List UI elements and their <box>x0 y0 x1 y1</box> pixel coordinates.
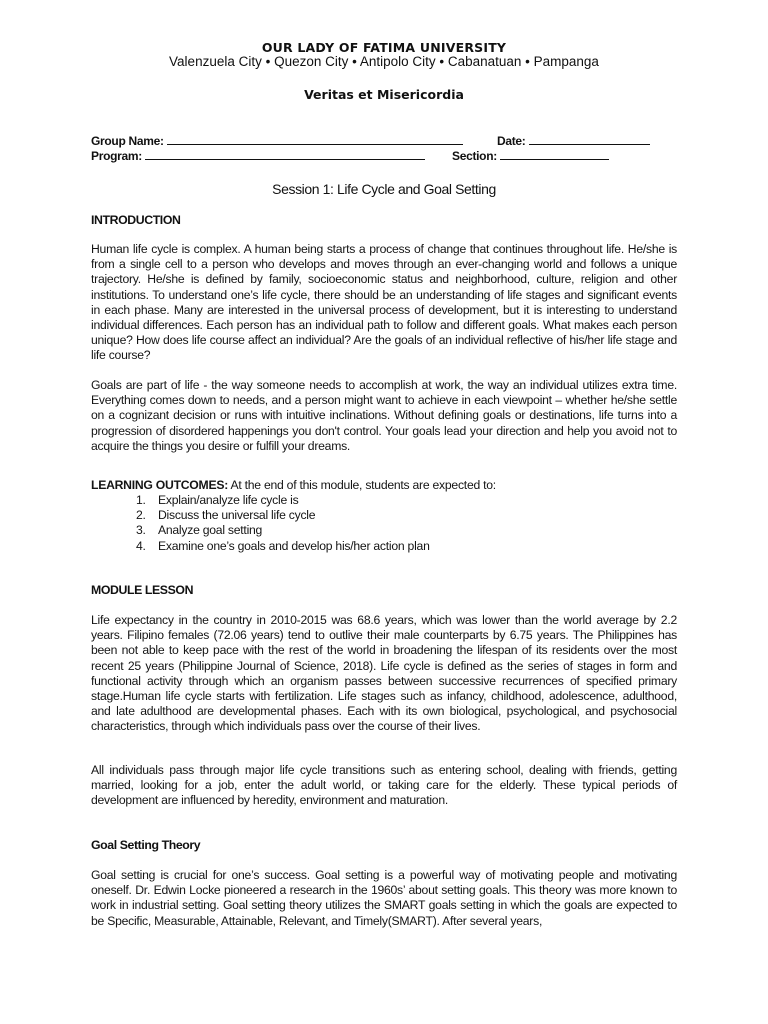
list-text: Examine one’s goals and develop his/her action plan <box>158 538 430 553</box>
list-text: Discuss the universal life cycle <box>158 508 316 523</box>
date-blank[interactable] <box>529 133 650 145</box>
program-label: Program: <box>91 149 142 163</box>
list-number: 4. <box>136 538 146 553</box>
list-number: 1. <box>136 493 146 507</box>
group-name-label: Group Name: <box>91 134 164 148</box>
section-blank[interactable] <box>500 148 609 160</box>
date-label: Date: <box>497 134 526 148</box>
section-field <box>452 148 609 163</box>
program-blank[interactable] <box>145 148 425 160</box>
date-field <box>497 133 650 148</box>
introduction-paragraph-1: Human life cycle is complex. A human being starts a process of change that continues throughout life. He/she is from a single cell to a person who develops and moves through an ever-changing world and follows a unique trajectory. He/she is defined by family, socioeconomic status and neighborhood, culture, religion and other institutions. To understand one’s life cycle, there should be an understanding of life stages and significant events in each phase. Many are interested in the universal process of development, but it is interesting to understand individual differences. Each person has an individual path to follow and different goals. What makes each person unique? How does life course affect an individual? Are the goals of an individual reflective of his/her life stage and life course? <box>91 242 677 363</box>
learning-outcomes-label: LEARNING OUTCOMES: <box>91 478 229 492</box>
campus-list: Valenzuela City • Quezon City • Antipolo City • Cabanatuan • Pampanga <box>169 54 599 69</box>
session-title: Session 1: Life Cycle and Goal Setting <box>272 181 496 197</box>
group-name-blank[interactable] <box>167 133 463 145</box>
list-text: Analyze goal setting <box>158 523 263 538</box>
university-motto: Veritas et Misericordia <box>304 87 464 102</box>
university-name: OUR LADY OF FATIMA UNIVERSITY <box>261 40 507 55</box>
list-item <box>136 493 430 508</box>
list-item <box>136 523 430 538</box>
list-item <box>136 508 430 523</box>
group-name-field <box>91 133 463 148</box>
goal-setting-theory-heading: Goal Setting Theory <box>91 838 201 852</box>
list-number: 2. <box>136 508 146 523</box>
list-item <box>136 539 430 554</box>
program-field <box>91 148 425 163</box>
module-lesson-paragraph-1: Life expectancy in the country in 2010-2015 was 68.6 years, which was lower than the world average by 2.2 years. Filipino females (72.06 years) tend to outlive their male counterparts by 6.75 years. The Philippines has been not able to keep pace with the rest of the world in broadening the lifespan of its residents over the most recent 25 years (Philippine Journal of Science, 2018). Life cycle is defined as the series of stages in form and functional activity through which an organism passes between successive recurrences of specified primary stage.Human life cycle starts with fertilization. Life stages such as infancy, childhood, adolescence, adulthood, and late adulthood are developmental phases. Each with its own biological, psychological, and psychosocial characteristics, through which individuals pass over the course of their lives. <box>91 613 677 734</box>
goal-setting-theory-paragraph-1: Goal setting is crucial for one’s success. Goal setting is a powerful way of motivating people and motivating oneself. Dr. Edwin Locke pioneered a research in the 1960s’ about setting goals. This theory was more known to work in industrial setting. Goal setting theory utilizes the SMART goals setting in which the goals are expected to be Specific, Measurable, Attainable, Relevant, and Timely(SMART). After several years, <box>91 868 677 928</box>
list-text: Explain/analyze life cycle is <box>158 493 299 507</box>
module-lesson-paragraph-2: All individuals pass through major life cycle transitions such as entering school, dealing with friends, getting married, looking for a job, enter the adult world, or taking care for the elderly. These typical periods of development are influenced by heredity, environment and maturation. <box>91 763 677 808</box>
list-number: 3. <box>136 523 146 538</box>
learning-outcomes-intro <box>91 478 496 492</box>
introduction-paragraph-2: Goals are part of life - the way someone needs to accomplish at work, the way an individual utilizes extra time. Everything comes down to needs, and a person might want to achieve in each viewpoint – whether he/she settle on a cognizant decision or runs with intuitive inclinations. Without defining goals or destinations, life turns into a progression of disordered happenings you don't control. Your goals lead your direction and help you avoid not to acquire the things you desire or fulfill your dreams. <box>91 378 677 453</box>
section-label: Section: <box>452 149 497 163</box>
introduction-heading: INTRODUCTION <box>91 213 181 227</box>
learning-outcomes-text: At the end of this module, students are expected to: <box>228 478 496 492</box>
module-lesson-heading: MODULE LESSON <box>91 583 194 597</box>
learning-outcomes-list <box>136 493 430 554</box>
